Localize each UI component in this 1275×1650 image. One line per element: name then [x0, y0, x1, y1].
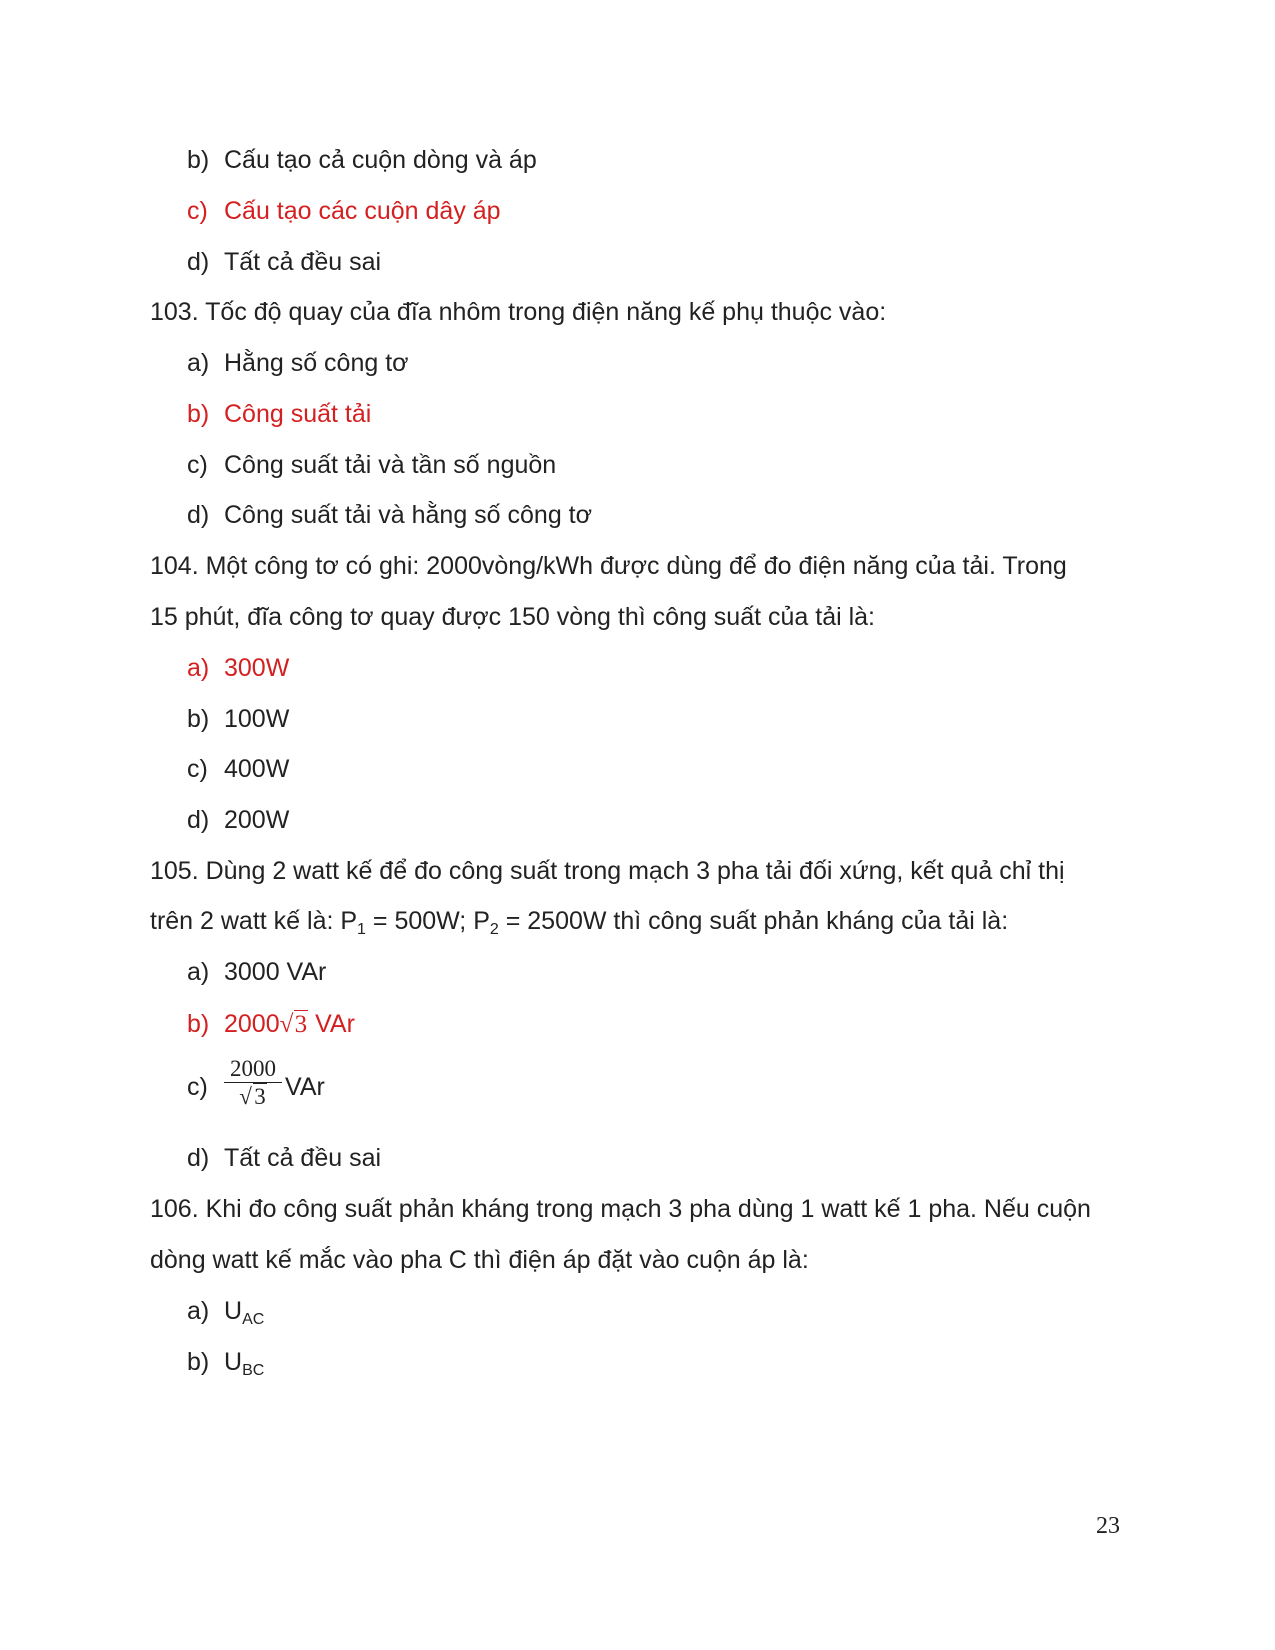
- numerator: 2000: [224, 1056, 282, 1083]
- question-105-text-b: = 500W; P: [365, 907, 490, 935]
- question-106-line2: dòng watt kế mắc vào pha C thì điện áp đặt vào cuộn áp là:: [150, 1246, 809, 1274]
- option-q102-c-correct: [187, 196, 1087, 226]
- option-label: a): [187, 958, 210, 986]
- unit: VAr: [285, 1073, 325, 1101]
- option-label: b): [187, 1348, 210, 1376]
- option-q105-b-correct: [187, 1009, 1087, 1039]
- question-105-line1: 105. Dùng 2 watt kế để đo công suất trong mạch 3 pha tải đối xứng, kết quả chỉ thị: [150, 857, 1065, 885]
- option-label: d): [187, 806, 210, 834]
- option-text: 100W: [224, 705, 290, 733]
- unit: VAr: [315, 1010, 355, 1038]
- option-text: Hằng số công tơ: [224, 349, 409, 377]
- option-q103-a: [187, 348, 1087, 378]
- option-text: 400W: [224, 755, 290, 783]
- option-q106-b: [187, 1347, 1087, 1377]
- option-text: Tất cả đều sai: [224, 1144, 382, 1172]
- option-q102-b: [187, 145, 1087, 175]
- option-q105-d: [187, 1143, 1087, 1173]
- coefficient: 2000: [224, 1010, 280, 1038]
- question-105-text-c: = 2500W thì công suất phản kháng của tải là:: [498, 907, 1009, 935]
- square-root: [239, 1083, 267, 1111]
- fraction: [224, 1056, 282, 1111]
- question-104-line1: 104. Một công tơ có ghi: 2000vòng/kWh được dùng để đo điện năng của tải. Trong: [150, 552, 1067, 580]
- subscript: BC: [242, 1362, 265, 1379]
- option-text: Cấu tạo cả cuộn dòng và áp: [224, 146, 537, 174]
- denominator: [224, 1083, 282, 1111]
- question-104-line2: 15 phút, đĩa công tơ quay được 150 vòng thì công suất của tải là:: [150, 603, 875, 631]
- option-q103-c: [187, 450, 1087, 480]
- radical-sign-icon: √: [279, 1011, 294, 1038]
- option-label: b): [187, 705, 210, 733]
- option-label: c): [187, 1073, 208, 1101]
- option-q106-a: [187, 1296, 1087, 1326]
- option-text: Tất cả đều sai: [224, 248, 382, 276]
- page-number: 23: [1096, 1513, 1120, 1539]
- option-q104-d: [187, 805, 1087, 835]
- question-105-text-a: trên 2 watt kế là: P: [150, 907, 358, 935]
- option-text: 300W: [224, 654, 290, 682]
- option-label: d): [187, 501, 210, 529]
- option-text: Công suất tải: [224, 400, 372, 428]
- option-text: 3000 VAr: [224, 958, 327, 986]
- option-text: [224, 1009, 355, 1040]
- question-105-line2: [150, 906, 1008, 936]
- radical-sign-icon: √: [239, 1084, 252, 1109]
- option-q104-c: [187, 754, 1087, 784]
- option-text: Công suất tải và tần số nguồn: [224, 451, 557, 479]
- option-label: b): [187, 400, 210, 428]
- question-106-line1: 106. Khi đo công suất phản kháng trong mạch 3 pha dùng 1 watt kế 1 pha. Nếu cuộn: [150, 1195, 1091, 1223]
- option-label: b): [187, 146, 210, 174]
- square-root: [280, 1010, 309, 1040]
- option-text: 200W: [224, 806, 290, 834]
- option-label: a): [187, 1297, 210, 1325]
- option-q105-a: [187, 957, 1087, 987]
- option-text: Cấu tạo các cuộn dây áp: [224, 197, 501, 225]
- option-label: b): [187, 1010, 210, 1038]
- subscript-2: 2: [489, 921, 499, 938]
- option-label: a): [187, 349, 210, 377]
- option-label: d): [187, 248, 210, 276]
- option-label: c): [187, 451, 208, 479]
- voltage-symbol: U: [224, 1348, 243, 1376]
- option-label: c): [187, 197, 208, 225]
- option-q105-c: [187, 1056, 1087, 1109]
- option-text: [224, 1347, 264, 1377]
- option-q104-b: [187, 704, 1087, 734]
- option-label: c): [187, 755, 208, 783]
- subscript: AC: [242, 1311, 265, 1328]
- subscript-1: 1: [357, 921, 366, 938]
- voltage-symbol: U: [224, 1297, 243, 1325]
- question-103: 103. Tốc độ quay của đĩa nhôm trong điện năng kế phụ thuộc vào:: [150, 298, 887, 326]
- radicand: 3: [294, 1011, 308, 1038]
- option-label: d): [187, 1144, 210, 1172]
- option-q104-a-correct: [187, 653, 1087, 683]
- radicand: 3: [254, 1084, 266, 1109]
- option-text: Công suất tải và hằng số công tơ: [224, 501, 593, 529]
- option-q103-d: [187, 500, 1087, 530]
- option-q102-d: [187, 247, 1087, 277]
- option-text: [224, 1296, 264, 1326]
- option-label: a): [187, 654, 210, 682]
- option-q103-b-correct: [187, 399, 1087, 429]
